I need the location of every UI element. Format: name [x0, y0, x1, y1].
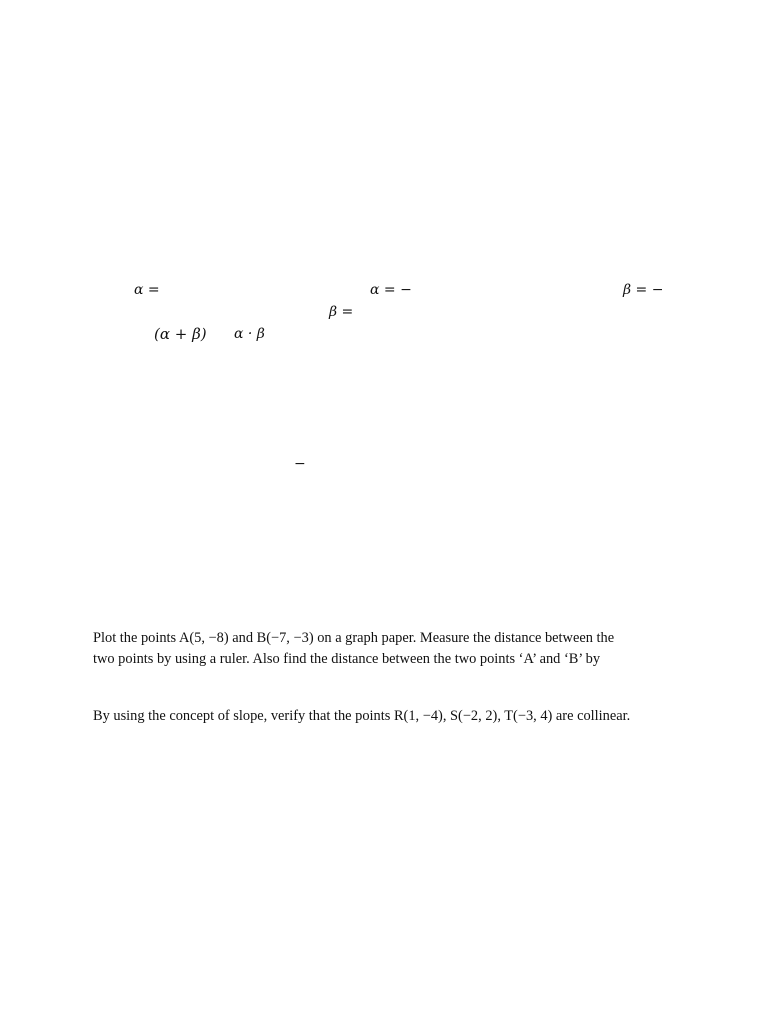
math-alpha-equals-minus: α = − [370, 282, 412, 298]
question-collinear: By using the concept of slope, verify that the points R(1, −4), S(−2, 2), T(−3, 4) are collinear. [93, 708, 631, 724]
question-distance-line-1: Plot the points A(5, −8) and B(−7, −3) on a graph paper. Measure the distance between the [93, 630, 615, 646]
math-lone-minus: − [294, 456, 306, 472]
question-distance-line-2: two points by using a ruler. Also find the distance between the two points ‘A’ and ‘B’ by [93, 651, 601, 667]
math-beta-equals: β = [329, 304, 354, 320]
math-beta-equals-minus: β = − [623, 282, 664, 298]
math-alpha-equals: α = [134, 282, 160, 298]
math-alpha-times-beta: α · β [234, 326, 265, 342]
math-alpha-plus-beta: (α + β) [154, 325, 207, 343]
